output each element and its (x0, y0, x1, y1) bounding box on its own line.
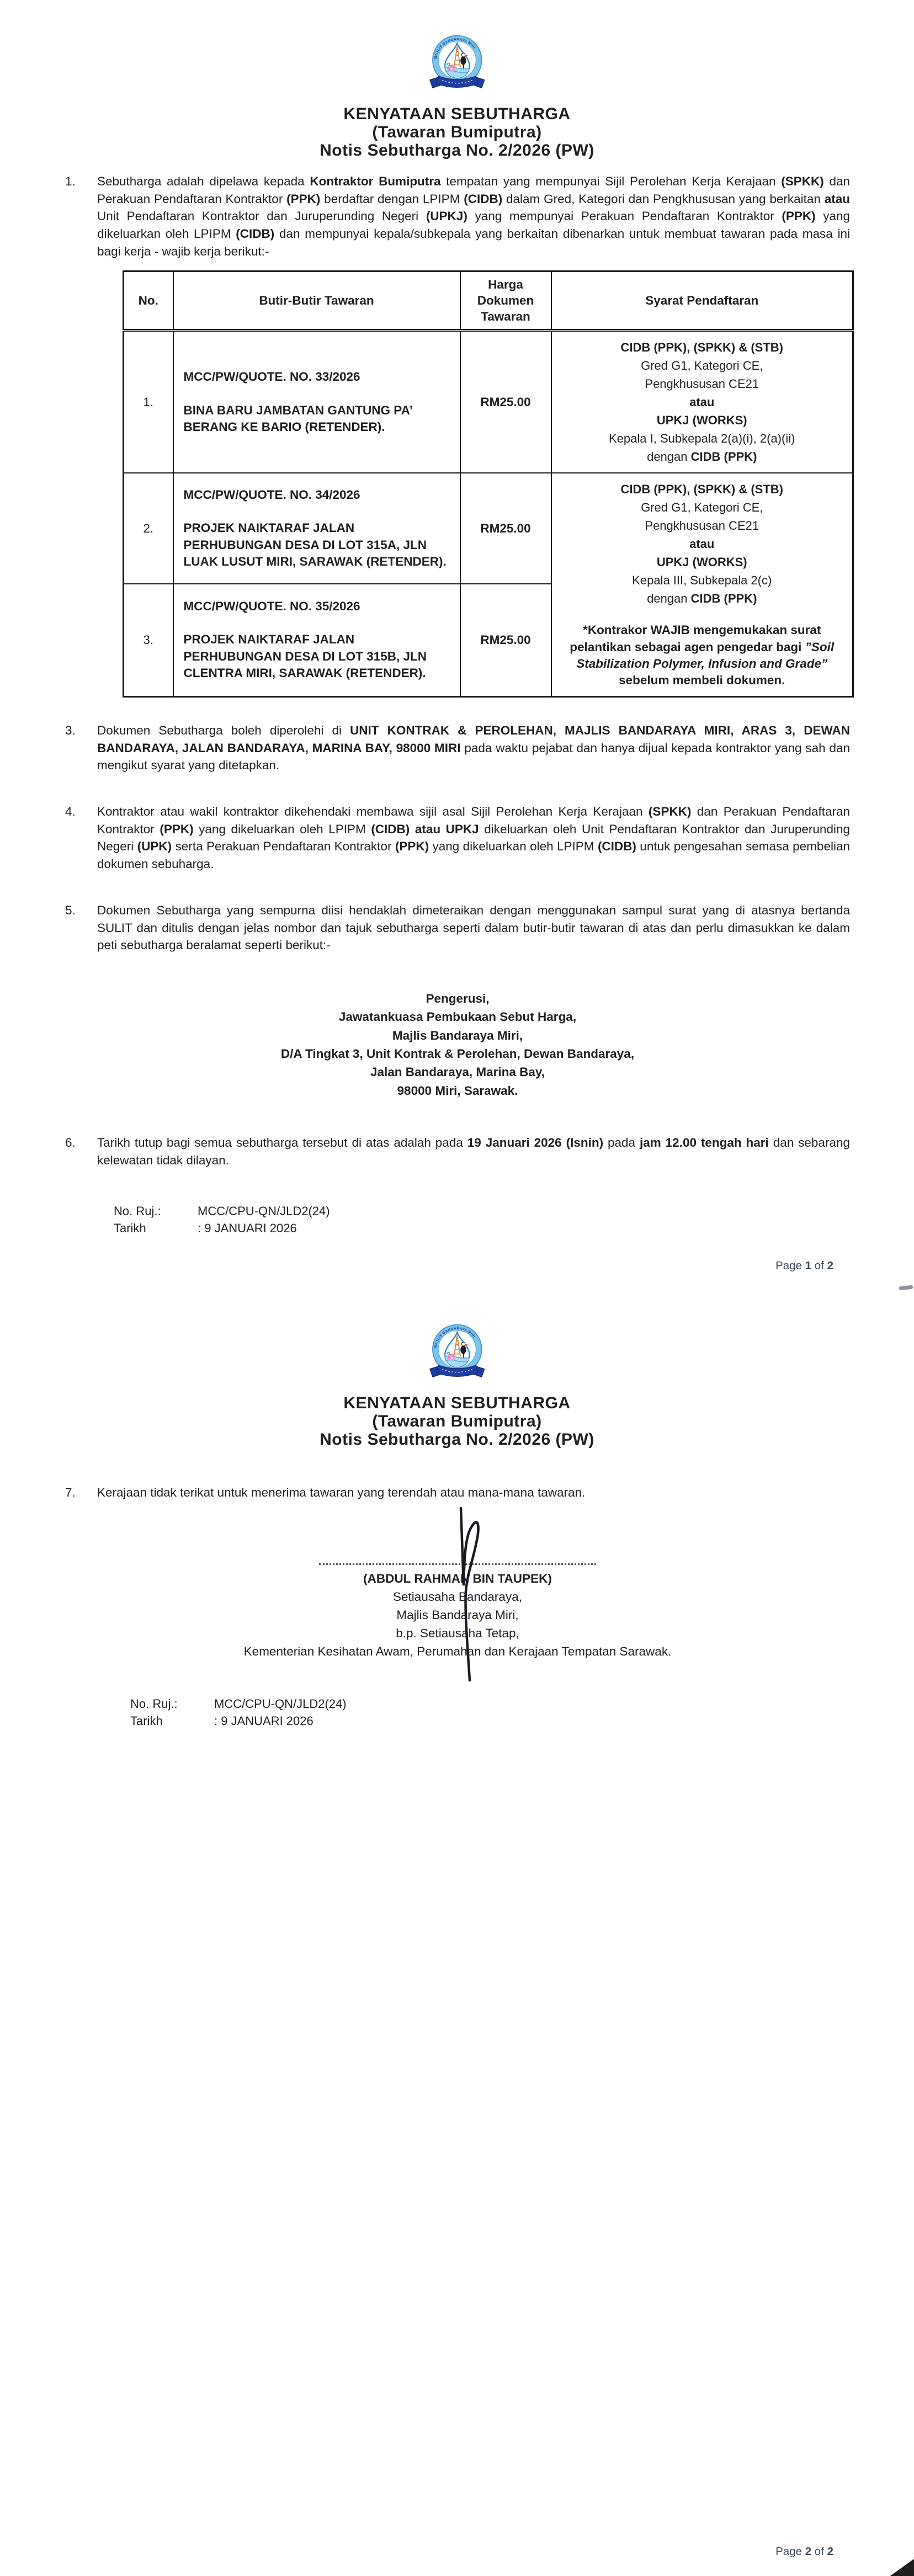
text-segment: yang dikeluarkan oleh LPIPM (193, 822, 371, 836)
notice-title-line-2: (Tawaran Bumiputra) (372, 1412, 542, 1430)
text-segment: serta Perakuan Pendaftaran Kontraktor (172, 839, 395, 854)
text-segment: (SPKK) (781, 174, 824, 188)
paragraph-text (97, 1134, 850, 1169)
text-segment: dan Perakuan Pendaftaran Kontraktor (97, 174, 851, 206)
paragraph-number: 3. (65, 723, 76, 737)
text-line (65, 1026, 850, 1045)
text-segment: UPKJ (WORKS) (656, 555, 747, 570)
row-number: 3. (124, 584, 173, 697)
document-price: RM25.00 (460, 584, 551, 697)
text-segment: dan Perakuan Pendaftaran Kontraktor (97, 805, 850, 836)
text-line (557, 571, 847, 589)
submission-address (65, 989, 850, 1100)
text-segment: Setiausaha Bandaraya, (393, 1589, 522, 1604)
text-line (65, 1045, 850, 1063)
reference-value: MCC/CPU-QN/JLD2(24) (198, 1204, 330, 1218)
paragraph-text (97, 902, 850, 954)
text-segment: Gred G1, Kategori CE, (641, 359, 763, 373)
text-segment: Tarikh tutup bagi semua sebutharga tersebut di atas adalah pada (97, 1135, 467, 1149)
text-segment: Pengkhususan CE21 (645, 519, 759, 533)
text-segment: dan sebarang kelewatan tidak dilayan. (97, 1135, 850, 1167)
text-segment: Dokumen Sebutharga boleh diperolehi di (97, 723, 350, 737)
text-segment: (CIDB) (597, 839, 636, 854)
text-segment: sebelum membeli dokumen. (619, 673, 785, 688)
paragraph-text (97, 722, 850, 774)
text-segment: CIDB (PPK) (690, 450, 757, 464)
text-segment: yang dikeluarkan oleh LPIPM (97, 209, 851, 241)
text-segment: Kontraktor Bumiputra (310, 174, 441, 188)
text-segment: (CIDB) (236, 227, 275, 241)
text-segment: of (811, 2545, 827, 2558)
text-segment: Kepala I, Subkepala 2(a)(i), 2(a)(ii) (609, 432, 795, 446)
text-segment: *Kontrakor WAJIB mengemukakan surat pelantikan sebagai agen pengedar bagi (570, 623, 821, 654)
text-segment: pada waktu pejabat dan hanya dijual kepada kontraktor yang sah dan mengikut syarat yang ditetapkan. (97, 741, 850, 773)
text-segment: 2 (827, 1259, 833, 1272)
text-segment: Unit Pendaftaran Kontraktor dan Juruperunding Negeri (97, 209, 426, 223)
reference-number-row (130, 1696, 850, 1713)
signatory-lines (65, 1569, 850, 1660)
notice-title-line-1: KENYATAAN SEBUTHARGA (343, 1394, 571, 1412)
text-segment: (PPK) (160, 822, 194, 836)
tender-details (173, 584, 460, 697)
text-line (557, 589, 847, 608)
reference-date-row (130, 1713, 850, 1730)
text-segment: (ABDUL RAHMAN BIN TAUPEK) (363, 1571, 552, 1585)
page-2-content (0, 1484, 914, 1730)
text-segment: Pengerusi, (426, 992, 490, 1006)
table-row (124, 473, 853, 583)
notice-title-line-2: (Tawaran Bumiputra) (372, 123, 542, 141)
text-line (557, 448, 847, 466)
text-segment: CIDB (PPK), (SPKK) & (STB) (620, 340, 784, 355)
text-segment: CIDB (PPK) (690, 592, 757, 606)
text-segment: dengan (647, 450, 691, 464)
text-line (557, 338, 847, 356)
text-line (557, 356, 847, 375)
project-title: BINA BARU JAMBATAN GANTUNG PA’ BERANG KE BARIO (RETENDER). (183, 403, 412, 434)
paragraph-6 (65, 1134, 850, 1169)
text-line (65, 1569, 850, 1588)
text-segment: dalam Gred, Kategori dan Pengkhususan yang berkaitan (502, 191, 825, 206)
text-segment: (CIDB) (464, 191, 503, 206)
row-number: 1. (124, 331, 173, 473)
text-segment: Page (775, 1259, 805, 1272)
text-segment: Page (775, 2545, 805, 2558)
text-segment: yang dikeluarkan oleh LPIPM (429, 839, 598, 854)
text-line (65, 1624, 850, 1642)
text-line (65, 1642, 850, 1660)
tender-details (173, 331, 460, 473)
text-segment: ”Soil Stabilization Polymer, Infusion and Grade” (576, 640, 835, 671)
col-header-harga: Harga Dokumen Tawaran (460, 271, 551, 331)
text-segment: Kerajaan tidak terikat untuk menerima tawaran yang terendah atau mana-mana tawaran. (97, 1486, 586, 1499)
text-line (65, 989, 850, 1008)
text-segment: UPKJ (WORKS) (656, 413, 747, 428)
text-segment: 2 (805, 2545, 812, 2558)
text-segment: Kepala III, Subkepala 2(c) (632, 573, 772, 588)
text-segment: jam 12.00 tengah hari (639, 1135, 769, 1149)
paragraph-number: 1. (65, 174, 76, 188)
text-segment: atau (689, 537, 715, 551)
text-segment: Gred G1, Kategori CE, (641, 501, 763, 515)
registration-requirements (551, 331, 853, 473)
signature-block (65, 1563, 850, 1660)
text-line (557, 411, 847, 429)
reference-number-row (114, 1203, 850, 1220)
text-segment: 1 (805, 1259, 812, 1272)
text-segment: (PPK) (395, 839, 429, 854)
paragraph-number: 6. (65, 1135, 76, 1149)
text-line (557, 393, 847, 411)
paragraph-text (97, 173, 850, 260)
text-segment: Sebutharga adalah dipelawa kepada (97, 174, 310, 188)
reference-block (65, 1203, 850, 1237)
notice-title-line-3: Notis Sebutharga No. 2/2026 (PW) (320, 1430, 594, 1449)
text-segment: Majlis Bandaraya Miri, (392, 1028, 523, 1042)
text-segment: (CIDB) atau UPKJ (371, 822, 479, 836)
majlis-bandaraya-miri-crest-logo (426, 31, 488, 102)
reference-date-row (114, 1220, 850, 1237)
signature-dotted-line (319, 1563, 596, 1565)
notice-title-line-1: KENYATAAN SEBUTHARGA (343, 105, 571, 123)
text-segment: b.p. Setiausaha Tetap, (396, 1626, 519, 1640)
text-segment: Dokumen Sebutharga yang sempurna diisi hendaklah dimeteraikan dengan menggunakan sampul surat yang di atasnya bertanda SULIT dan ditulis dengan jelas nombor dan tajuk sebutharga seperti dalam butir-butir tawaran di atas dan perlu dimasukkan ke dalam peti sebutharga beralamat seperti berikut:- (97, 903, 850, 952)
text-line (65, 1008, 850, 1026)
paragraph-number: 5. (65, 903, 76, 917)
text-segment: (UPK) (137, 839, 172, 854)
document-price: RM25.00 (460, 473, 551, 583)
text-segment: dan mempunyai kepala/subkepala yang berkaitan dibenarkan untuk membuat tawaran pada masa ini bagi kerja - wajib kerja berikut:- (97, 227, 851, 258)
paragraph-number: 4. (65, 805, 76, 818)
text-segment: Jawatankuasa Pembukaan Sebut Harga, (338, 1010, 577, 1024)
paragraph-1 (65, 173, 850, 260)
majlis-bandaraya-miri-crest-logo (426, 1320, 488, 1391)
page-1-content (0, 173, 914, 1237)
col-header-syarat: Syarat Pendaftaran (551, 271, 853, 331)
quotation-table (123, 270, 854, 698)
text-line (557, 375, 847, 393)
text-segment: pada (603, 1135, 640, 1149)
text-segment: Kontraktor atau wakil kontraktor dikehendaki membawa sijil asal Sijil Perolehan Kerja Kerajaan (97, 805, 649, 818)
text-line (557, 535, 847, 553)
text-segment: Pengkhususan CE21 (645, 377, 759, 391)
text-segment: (PPK) (286, 191, 321, 206)
quote-reference: MCC/PW/QUOTE. NO. 34/2026 (183, 487, 360, 502)
paragraph-4 (65, 803, 850, 873)
paragraph-number: 7. (65, 1486, 76, 1499)
scan-edge-artifact (899, 1285, 913, 1291)
reference-block (65, 1696, 850, 1730)
text-segment: atau (689, 395, 715, 409)
text-line (557, 498, 847, 517)
paragraph-3 (65, 722, 850, 774)
text-segment: (UPKJ) (426, 209, 467, 223)
table-header-row (124, 271, 853, 331)
page-number-marker (775, 1259, 833, 1273)
text-segment: 2 (827, 2545, 833, 2558)
document-price: RM25.00 (460, 331, 551, 473)
text-segment: untuk pengesahan semasa pembelian dokumen sebuharga. (97, 839, 850, 871)
date-label: Tarikh (114, 1221, 146, 1236)
registration-requirements (551, 473, 853, 696)
project-title: PROJEK NAIKTARAF JALAN PERHUBUNGAN DESA DI LOT 315B, JLN CLENTRA MIRI, SARAWAK (RETENDER). (183, 632, 427, 680)
agent-appointment-note (557, 622, 847, 689)
quote-reference: MCC/PW/QUOTE. NO. 35/2026 (183, 599, 360, 614)
paragraph-text (97, 803, 850, 873)
tender-details (173, 473, 460, 583)
text-segment: 19 Januari 2026 (Isnin) (467, 1135, 604, 1149)
page-number-marker (775, 2545, 833, 2558)
text-segment: yang mempunyai Perakuan Pendaftaran Kontraktor (467, 209, 782, 223)
reference-value: MCC/CPU-QN/JLD2(24) (214, 1697, 347, 1711)
text-segment: Kementerian Kesihatan Awam, Perumahan dan Kerajaan Tempatan Sarawak. (243, 1644, 672, 1658)
paragraph-5 (65, 902, 850, 954)
date-value: : 9 JANUARI 2026 (214, 1713, 313, 1728)
quote-reference: MCC/PW/QUOTE. NO. 33/2026 (183, 370, 360, 384)
reference-label: No. Ruj.: (130, 1697, 178, 1711)
paragraph-text (97, 1484, 850, 1502)
reference-label: No. Ruj.: (114, 1204, 161, 1218)
date-label: Tarikh (130, 1713, 163, 1728)
text-line (65, 1063, 850, 1081)
paragraph-7 (65, 1484, 850, 1502)
text-segment: D/A Tingkat 3, Unit Kontrak & Perolehan, Dewan Bandaraya, (280, 1046, 635, 1061)
text-segment: CIDB (PPK), (SPKK) & (STB) (620, 482, 784, 497)
text-segment: (SPKK) (648, 805, 692, 818)
text-segment: UNIT KONTRAK & PEROLEHAN, MAJLIS BANDARAYA MIRI, ARAS 3, DEWAN BANDARAYA, JALAN BANDARAYA, MARINA BAY, 98000 MIRI (97, 723, 850, 755)
text-segment: 98000 Miri, Sarawak. (397, 1083, 518, 1098)
text-segment: dikeluarkan oleh Unit Pendaftaran Kontraktor dan Juruperunding Negeri (97, 822, 850, 854)
project-title: PROJEK NAIKTARAF JALAN PERHUBUNGAN DESA DI LOT 315A, JLN LUAK LUSUT MIRI, SARAWAK (RETENDER). (183, 521, 447, 568)
text-segment: (PPK) (782, 209, 816, 223)
text-segment: tempatan yang mempunyai Sijil Perolehan Kerja Kerajaan (440, 174, 782, 188)
col-header-butir: Butir-Butir Tawaran (173, 271, 460, 331)
text-line (65, 1082, 850, 1100)
text-line (557, 517, 847, 535)
page-2 (0, 1307, 914, 2576)
text-segment: dengan (647, 592, 691, 606)
text-line (557, 429, 847, 448)
text-line (65, 1606, 850, 1624)
table-row (124, 331, 853, 473)
date-value: : 9 JANUARI 2026 (198, 1221, 297, 1236)
requirement-lines (557, 480, 847, 608)
text-segment: atau (824, 191, 850, 206)
text-line (557, 553, 847, 571)
text-line (65, 1588, 850, 1606)
notice-title-line-3: Notis Sebutharga No. 2/2026 (PW) (320, 141, 594, 159)
text-segment: berdaftar dengan LPIPM (320, 191, 464, 206)
text-segment: Jalan Bandaraya, Marina Bay, (370, 1065, 545, 1079)
row-number: 2. (124, 473, 173, 583)
notice-header (0, 105, 914, 159)
text-line (557, 480, 847, 498)
text-segment: Majlis Bandaraya Miri, (396, 1608, 519, 1622)
notice-header (0, 1394, 914, 1449)
col-header-no: No. (124, 271, 173, 331)
text-segment: of (811, 1259, 827, 1272)
